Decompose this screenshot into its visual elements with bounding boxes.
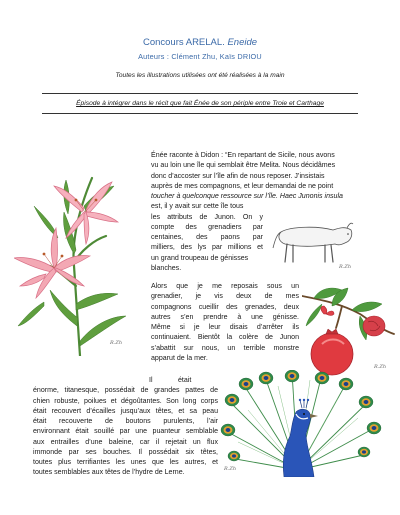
text-line: continuaient. Bientôt la colère de Junon bbox=[151, 334, 299, 342]
text-line: compte des grenadiers par bbox=[151, 223, 263, 231]
text-line: s’abattit sur nous, un terrible monstre bbox=[151, 344, 299, 352]
text-line: grenadier, je vis deux de mes bbox=[151, 293, 299, 301]
text-line: centaines, des paons par bbox=[151, 234, 263, 241]
text-line: environnant était souillé par une puanteur semblable bbox=[33, 428, 218, 436]
episode-heading: Épisode à intégrer dans le récit que fait Énée de son périple entre Troie et Carthage bbox=[76, 100, 324, 107]
text-line: est, il y avait sur cette île tous bbox=[151, 203, 244, 211]
pomegranate-drawing-icon bbox=[302, 286, 398, 378]
text-line: immonde par ses bouches. Il possédait six têtes, bbox=[33, 448, 218, 456]
text-line: chien robuste, poilues et dégoûtantes. Son long corps bbox=[33, 397, 218, 405]
authors-line: Auteurs : Clément Zhu, Kaïs DRIOU bbox=[138, 52, 262, 61]
text-line: autres s’en prendre à une génisse. bbox=[151, 313, 299, 321]
text-line: aux entrailles d’une baleine, car il rejetait un flux bbox=[33, 438, 218, 446]
text-line: compagnons cueillir des grenades, deux bbox=[151, 303, 299, 311]
svg-text:R.Zh: R.Zh bbox=[224, 466, 237, 472]
lily-drawing-icon bbox=[14, 166, 140, 356]
text-line: auprès de mes compagnons, et leur demandai de ne point bbox=[151, 182, 334, 190]
text-line: toucher à quelconque ressource sur l’île. Haec Junonis insula bbox=[151, 193, 343, 200]
text-line: toutes semblables aux têtes de l’hydre de Lerne. bbox=[33, 469, 185, 477]
peacock-drawing-icon bbox=[218, 370, 386, 477]
text-line: un grand troupeau de génisses bbox=[151, 254, 249, 262]
text-line: milliers, des lys par millions et bbox=[151, 244, 263, 252]
top-divider bbox=[42, 93, 358, 94]
text-line: vu au loin une île qui semblait être Melita. Nous décidâmes bbox=[151, 162, 336, 170]
paragraph-3 bbox=[33, 376, 218, 479]
text-line: Alors que je me reposais sous un bbox=[151, 283, 299, 290]
text-line: était recouverte de boutons purulents, l’air bbox=[33, 418, 218, 425]
page-title: Concours ARELAL. Eneide bbox=[142, 37, 258, 48]
svg-text:R.Zh: R.Zh bbox=[339, 264, 352, 270]
text-line: était recouvert d’écailles jusqu’aux têtes, et sa peau bbox=[33, 407, 218, 415]
text-line: les attributs de Junon. On y bbox=[151, 213, 263, 221]
paragraph-2 bbox=[151, 282, 299, 364]
illustrations-note: Toutes les illustrations utilisées ont été réalisées à la main bbox=[115, 72, 285, 79]
text-line: énorme, titanesque, possédait de grandes pattes de bbox=[33, 387, 218, 395]
svg-text:R.Zh: R.Zh bbox=[110, 340, 123, 346]
text-line: Énée raconte à Didon : “En repartant de Sicile, nous avons bbox=[151, 152, 335, 159]
text-line: Même si je leur disais d’arrêter ils bbox=[151, 324, 299, 331]
text-line: apparut de la mer. bbox=[151, 354, 208, 362]
text-line: blanches. bbox=[151, 264, 182, 272]
title-work: Eneide bbox=[227, 37, 258, 48]
text-line: Il était bbox=[149, 377, 192, 384]
heifer-drawing-icon bbox=[271, 216, 357, 270]
text-line: donc d’accoster sur l’île afin de nous reposer. J’insistais bbox=[151, 172, 325, 180]
svg-text:R.Zh: R.Zh bbox=[374, 364, 387, 370]
bottom-divider bbox=[42, 113, 358, 114]
text-line: toutes plus terrifiantes les unes que les autres, et bbox=[33, 459, 218, 466]
